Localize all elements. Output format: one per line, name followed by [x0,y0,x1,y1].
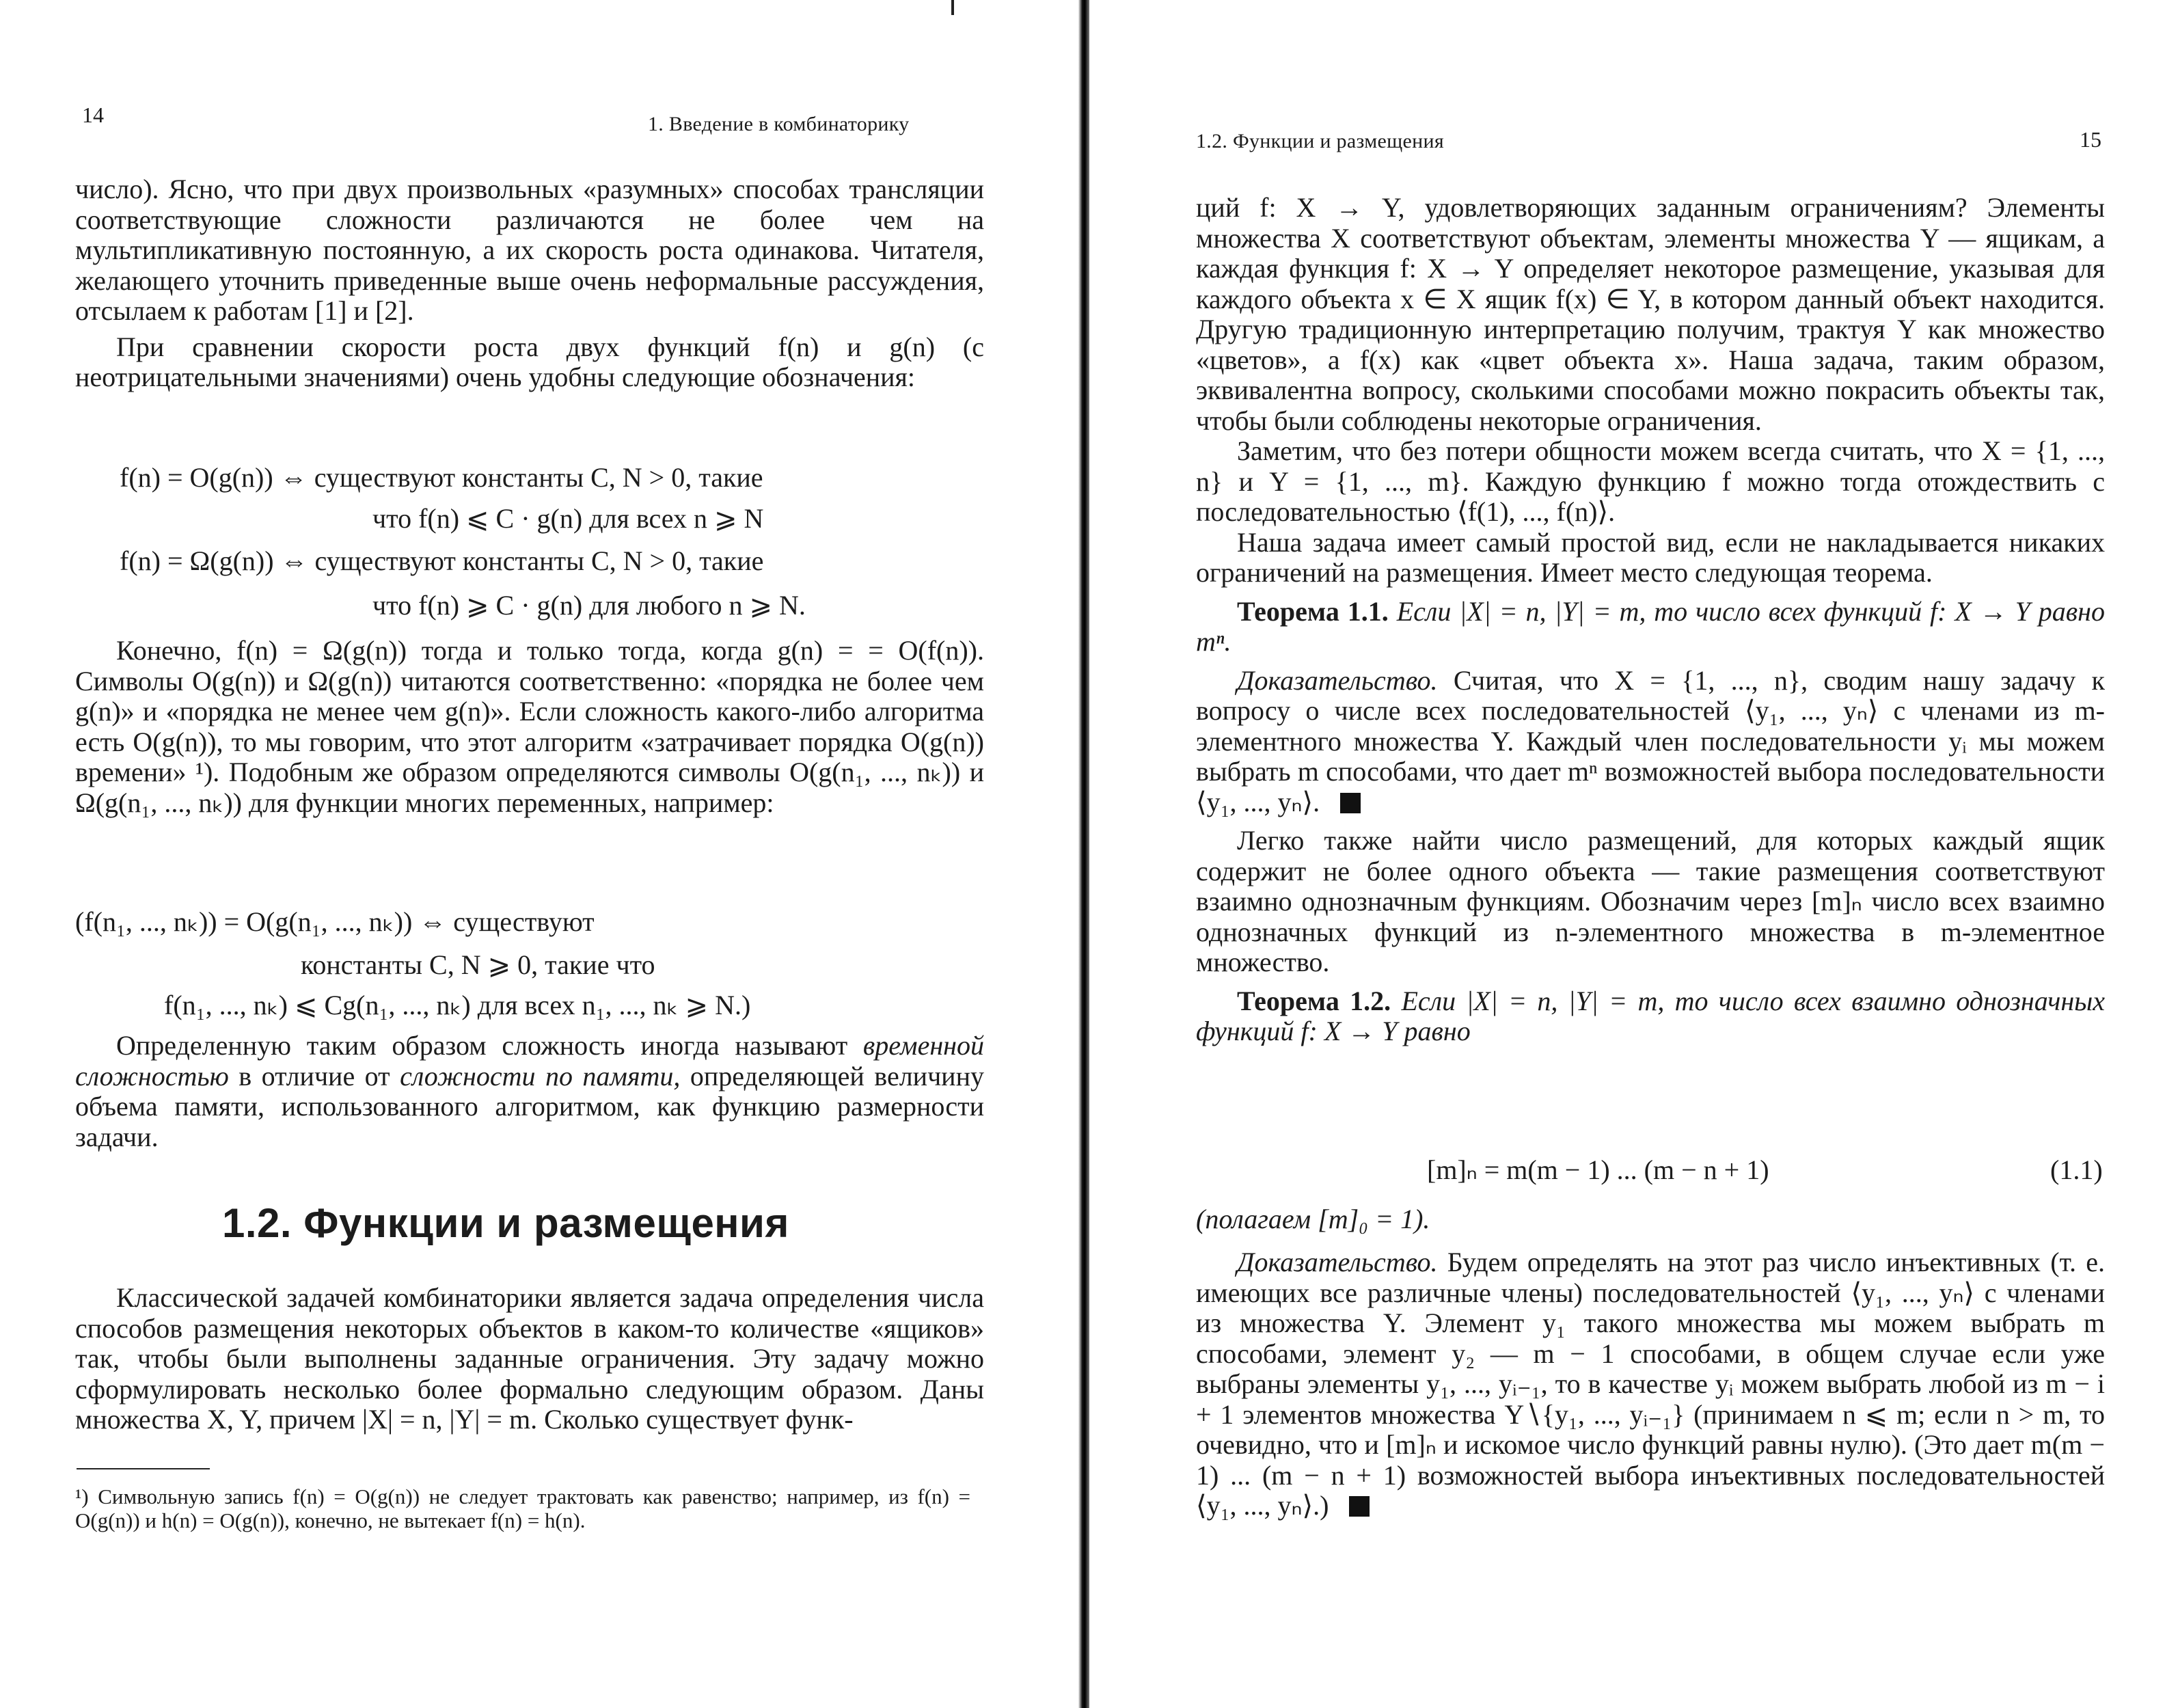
footnote: ¹) Символьную запись f(n) = O(g(n)) не следует трактовать как равенство; например, из f(n) = O(g(n)) и h(n) = O(g(n)), конечно, не вытекает f(n) = h(n). [75,1485,970,1532]
text-block [75,174,984,393]
definition-line: константы C, N ⩾ 0, такие что [301,949,655,980]
theorem-text: Если |X| = n, |Y| = m, то число всех функций f: X → Y равно mⁿ. [1196,595,2106,657]
theorem-label: Теорема 1.2. [1237,985,1391,1016]
paragraph: Классической задачей комбинаторики является задача определения числа способов размещения некоторых объектов в каком-то количестве «ящиков» так, чтобы были выполнены заданные ограничения. Эту задачу можно сформулировать несколько более формально следующим образом. Даны множества X, Y, причем |X| = n, |Y| = m. Сколько существует функ- [75,1282,984,1435]
paragraph: Легко также найти число размещений, для которых каждый ящик содержит не более одного объекта — такие размещения соответствуют взаимно однозначным функциям. Обозначим через [m]ₙ число всех взаимно однозначных функций из n-элементного множества в m-элементное множество. [1196,825,2105,977]
paragraph: Конечно, f(n) = Ω(g(n)) тогда и только тогда, когда g(n) = = O(f(n)). Символы O(g(n)) и Ω(g(n)) читаются соответственно: «порядка не более чем g(n)» и «порядка не менее чем g(n)». Если сложность какого-либо алгоритма есть O(g(n)), то мы говорим, что этот алгоритм «затрачивает порядка O(g(n)) времени» ¹). Подобным же образом определяются символы O(g(n₁, ..., nₖ)) и Ω(g(n₁, ..., nₖ)) для функции многих переменных, например: [75,635,984,818]
text-block [75,1031,984,1152]
equation-number: (1.1) [2050,1154,2103,1185]
theorem-label: Теорема 1.1. [1237,595,1389,627]
proof-text: Будем определять на этот раз число инъективных (т. е. имеющих все различные члены) последовательностей ⟨y₁, ..., yₙ⟩ с членами из множества Y. Элемент y₁ такого множества мы можем выбрать m способами, элемент y₂ — m − 1 способами, в общем случае если уже выбраны элементы y₁, ..., yᵢ₋₁, то в качестве yᵢ можем выбрать любой из m − i + 1 элементов множества Y∖{y₁, ..., yᵢ₋₁} (принимаем n ⩽ m; если n > m, то очевидно, что и [m]ₙ и искомое число функций равны нулю). (Это дает m(m − 1) ... (m − n + 1) возможностей выбора инъективных последовательностей ⟨y₁, ..., yₙ⟩.) [1196,1247,2105,1521]
scan-mark [951,0,954,15]
paragraph: ций f: X → Y, удовлетворяющих заданным ограничениям? Элементы множества X соответствуют объектам, элементы множества Y — ящикам, а каждая функция f: X → Y определяет некоторое размещение, указывая для каждого объекта x ∈ X ящик f(x) ∈ Y, в котором данный объект находится. Другую традиционную интерпретацию получим, трактуя Y как множество «цветов», а f(x) как «цвет объекта x». Наша задача, таким образом, эквивалентна вопросу, сколькими способами можно покрасить объекты так, чтобы были соблюдены некоторые ограничения. [1196,192,2105,436]
qed-square-icon [1340,793,1361,813]
running-head: 1.2. Функции и размещения [1196,130,1444,152]
term: временной сложностью [75,1030,985,1092]
footnote-rule [77,1468,210,1469]
proof [1196,666,2105,818]
proof-text: Считая, что X = {1, ..., n}, сводим нашу задачу к вопросу о числе всех последовательностей ⟨y₁, ..., yₙ⟩ с членами из m-элементного множества Y. Каждый член последовательности yᵢ мы можем выбрать m способами, что дает mⁿ возможностей выбора последовательности ⟨y₁, ..., yₙ⟩. [1196,664,2105,817]
proof-label: Доказательство. [1237,664,1438,696]
paragraph: Наша задача имеет самый простой вид, если не накладывается никаких ограничений на размещения. Имеет место следующая теорема. [1196,526,2105,588]
definition-line: (f(n₁, ..., nₖ)) = O(g(n₁, ..., nₖ)) ⇔ существуют [75,906,595,937]
theorem [1196,597,2105,658]
text-block [75,1283,984,1435]
theorem-text: Если |X| = n, |Y| = m, то число всех взаимно однозначных функций f: X → Y равно [1196,985,2106,1046]
page-number: 14 [82,103,104,127]
definition-line: что f(n) ⩾ C · g(n) для любого n ⩾ N. [372,590,806,621]
right-page [1087,0,2178,1708]
text-block [1196,1247,2105,1521]
definition-line: f(n) = Ω(g(n)) ⇔ существуют константы C, N > 0, такие [120,545,764,576]
qed-square-icon [1349,1496,1370,1517]
left-page [0,0,1087,1708]
definition-line: что f(n) ⩽ C · g(n) для всех n ⩾ N [372,503,764,534]
text-block [1196,193,2105,1047]
proof [1196,1247,2105,1521]
formula-note: (полагаем [m]₀ = 1). [1196,1204,1430,1234]
term: сложности по памяти, [400,1060,681,1092]
proof-label: Доказательство. [1237,1247,1438,1277]
paragraph: Заметим, что без потери общности можем всегда считать, что X = {1, ..., n} и Y = {1, ..., m}. Каждую функцию f можно тогда отождествить с последовательностью ⟨f(1), ..., f(n)⟩. [1196,435,2105,527]
section-title: 1.2. Функции и размещения [222,1200,789,1246]
running-head: 1. Введение в комбинаторику [648,113,910,135]
page-number: 15 [2080,127,2101,152]
formula: [m]ₙ = m(m − 1) ... (m − n + 1) [1427,1154,1769,1185]
text-block [75,636,984,818]
theorem [1196,986,2105,1047]
paragraph: число). Ясно, что при двух произвольных «разумных» способах трансляции соответствующие сложности различаются не более чем на мультипликативную постоянную, а их скорость роста одинакова. Читателя, желающего уточнить приведенные выше очень неформальные рассуждения, отсылаем к работам [1] и [2]. [75,174,984,326]
paragraph: При сравнении скорости роста двух функций f(n) и g(n) (с неотрицательными значениями) очень удобны следующие обозначения: [75,331,984,392]
paragraph: Определенную таким образом сложность иногда называют временной сложностью в отличие от сложности по памяти, определяющей величину объема памяти, использованного алгоритмом, как функцию размерности задачи. [75,1030,985,1152]
definition-line: f(n₁, ..., nₖ) ⩽ Cg(n₁, ..., nₖ) для всех n₁, ..., nₖ ⩾ N.) [164,990,751,1020]
definition-line: f(n) = O(g(n)) ⇔ существуют константы C, N > 0, такие [120,462,763,493]
